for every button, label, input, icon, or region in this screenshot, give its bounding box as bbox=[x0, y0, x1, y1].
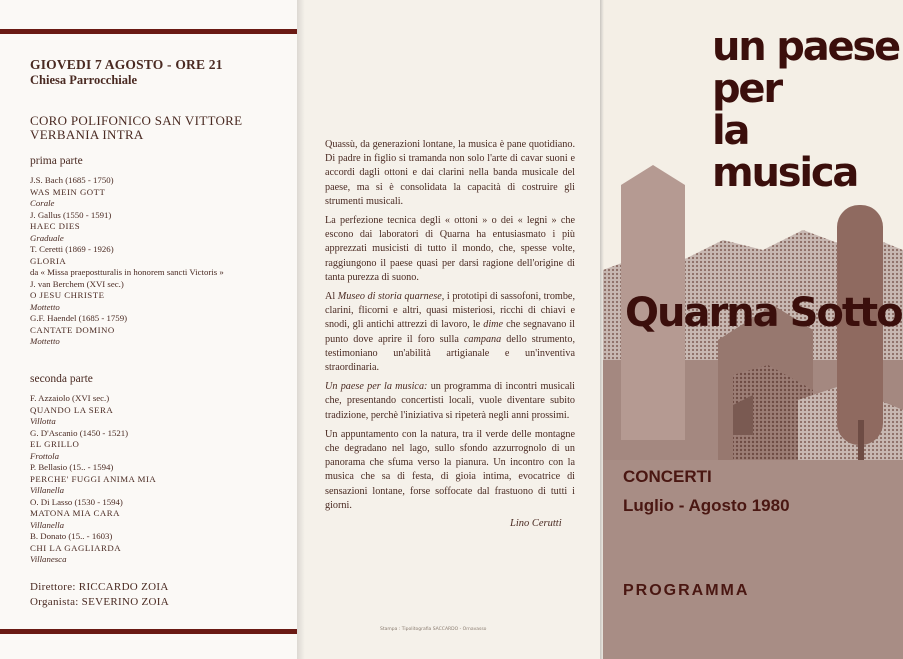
paragraph bbox=[325, 380, 575, 423]
program-item bbox=[30, 393, 290, 428]
composer: F. Azzaiolo (XVI sec.) bbox=[30, 393, 110, 403]
composer: B. Donato (15.. - 1603) bbox=[30, 531, 113, 541]
program-item bbox=[30, 428, 290, 463]
genre: Frottola bbox=[30, 450, 59, 461]
text-run: dello strumento, testimoniano un'abilità artigianale e un'inventiva straordinaria. bbox=[325, 333, 575, 374]
work-title: CHI LA GAGLIARDA bbox=[30, 542, 122, 553]
choir-name bbox=[30, 114, 242, 142]
program-item bbox=[30, 462, 290, 497]
work-title: CANTATE DOMINO bbox=[30, 324, 115, 335]
genre: Graduale bbox=[30, 232, 64, 243]
program-item bbox=[30, 531, 290, 566]
genre: Corale bbox=[30, 198, 55, 208]
program-item bbox=[30, 244, 290, 279]
event-date: GIOVEDI 7 AGOSTO - ORE 21 bbox=[30, 57, 223, 72]
intro-text bbox=[325, 138, 575, 518]
work-title: O JESU CHRISTE bbox=[30, 290, 105, 300]
work-title: PERCHE' FUGGI ANIMA MIA bbox=[30, 473, 157, 484]
composer: G.F. Haendel (1685 - 1759) bbox=[30, 313, 128, 323]
text-run: , i prototipi di sassofoni, trombe, clarini, flicorni e altri, quasi misteriosi, ricchi di chiavi e snodi, gli antichi attrezzi di lavoro, le bbox=[325, 291, 576, 331]
author-signature: Lino Cerutti bbox=[510, 518, 562, 529]
concerts-dates: Luglio - Agosto 1980 bbox=[623, 496, 790, 515]
composer: G. D'Ascanio (1450 - 1521) bbox=[30, 427, 129, 438]
genre: Villanella bbox=[30, 519, 65, 530]
paragraph: La perfezione tecnica degli « ottoni » o dei « legni » che escono dai laboratori di Quarna ha entusiasmato i più apprezzati musicisti di tutto il mondo, che, spesse volte, raggiungono il paese quasi per darsi ragione dell'origine di tanta purezza di suono. bbox=[325, 215, 575, 283]
printer-credit: Stampa : Tipolitografia SACCARDO - Ornavasso bbox=[380, 627, 487, 632]
program-item bbox=[30, 175, 290, 210]
text-run: Al bbox=[325, 291, 338, 303]
genre: Villotta bbox=[30, 416, 56, 426]
work-title: MATONA MIA CARA bbox=[30, 508, 120, 518]
composer: J.S. Bach (1685 - 1750) bbox=[30, 175, 114, 185]
work-title: GLORIA bbox=[30, 255, 67, 266]
genre: Villanesca bbox=[30, 554, 67, 564]
credits bbox=[30, 580, 169, 610]
term-campana: campana bbox=[463, 333, 502, 345]
genre: Mottetto bbox=[30, 336, 60, 346]
term-dime: dime bbox=[483, 319, 504, 331]
part-one-list bbox=[30, 175, 290, 348]
concerts-info bbox=[623, 462, 790, 520]
paragraph: Quassù, da generazioni lontane, la musica è pane quotidiano. Di padre in figlio si tramanda non solo l'arte di cavar suoni e accordi dagli ottoni e dai clarini nella banda musicale del paese, ma si è consolidata la capacità di costruire gli strumenti musicali. bbox=[325, 139, 575, 207]
work-title: EL GRILLO bbox=[30, 439, 80, 449]
part-two-title: seconda parte bbox=[30, 373, 93, 385]
bottom-rule bbox=[0, 629, 297, 634]
title-line: un paese bbox=[712, 24, 899, 70]
concerts-label: CONCERTI bbox=[623, 467, 712, 486]
paragraph: Un appuntamento con la natura, tra il verde delle montagne che degradano nel lago, sullo sfondo azzurrognolo di un panorama che sfuma verso la pianura. Un incontro con la musica che sa di festa, di gioia intima, evocatrice di sensazioni lontane, forse soffocate dal frastuono di tutti i giorni. bbox=[325, 428, 575, 511]
text-run: che segnavano il punto dove aprire il foro sulla bbox=[325, 319, 575, 345]
work-title: HAEC DIES bbox=[30, 221, 81, 231]
work-note: da « Missa praepostturalis in honorem sancti Victoris » bbox=[30, 267, 224, 277]
genre: Villanella bbox=[30, 485, 65, 495]
event-series-name: Un paese per la musica: bbox=[325, 381, 428, 393]
town-name: Quarna Sotto bbox=[625, 290, 902, 336]
choir-line-1: CORO POLIFONICO SAN VITTORE bbox=[30, 113, 243, 128]
program-item bbox=[30, 210, 290, 245]
composer: P. Bellasio (15.. - 1594) bbox=[30, 462, 114, 472]
genre: Mottetto bbox=[30, 301, 60, 312]
program-item bbox=[30, 497, 290, 532]
choir-line-2: VERBANIA INTRA bbox=[30, 127, 144, 142]
work-title: QUANDO LA SERA bbox=[30, 404, 114, 415]
program-item bbox=[30, 313, 290, 348]
composer: J. Gallus (1550 - 1591) bbox=[30, 209, 112, 220]
fold-shadow bbox=[297, 0, 305, 659]
title-line: la musica bbox=[712, 108, 858, 196]
programma-label: PROGRAMMA bbox=[623, 582, 750, 599]
text-run: un programma di incontri musicali che, presentando concertisti locali, vuole diventare subito tradizione, perchè l'iniziativa si ripeterà negli anni prossimi. bbox=[325, 381, 575, 421]
event-place: Chiesa Parrocchiale bbox=[30, 73, 138, 87]
composer: J. van Berchem (XVI sec.) bbox=[30, 278, 124, 289]
paragraph bbox=[325, 290, 575, 375]
museum-name: Museo di storia quarnese bbox=[337, 291, 442, 303]
top-rule bbox=[0, 29, 297, 34]
program-item bbox=[30, 279, 290, 314]
composer: T. Ceretti (1869 - 1926) bbox=[30, 244, 114, 254]
program-panel bbox=[0, 0, 297, 659]
director: Direttore: RICCARDO ZOIA bbox=[30, 581, 169, 593]
part-two-list bbox=[30, 393, 290, 566]
title-line: per bbox=[712, 66, 781, 112]
part-one-title: prima parte bbox=[30, 155, 83, 167]
composer: O. Di Lasso (1530 - 1594) bbox=[30, 496, 123, 507]
organist: Organista: SEVERINO ZOIA bbox=[30, 596, 169, 608]
work-title: WAS MEIN GOTT bbox=[30, 186, 106, 197]
